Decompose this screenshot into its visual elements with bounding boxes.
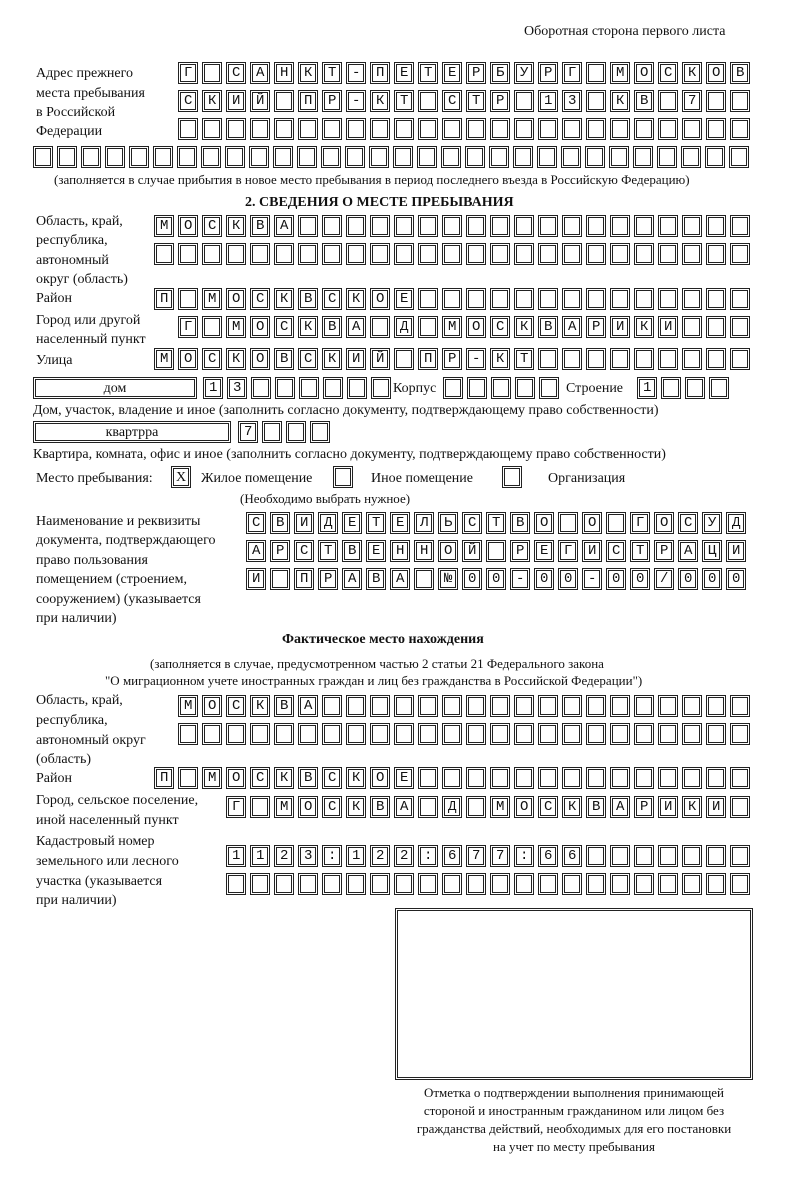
cadastral-label-1: Кадастровый номер: [36, 834, 155, 849]
district-label: Район: [36, 291, 72, 306]
checkbox-organization[interactable]: [502, 466, 522, 488]
house-note: Дом, участок, владение и иное (заполнить согласно документу, подтверждающему право собственности): [33, 403, 659, 418]
actual-region-label-3: автономный округ: [36, 733, 146, 748]
row-value: Г МОСКВА Д МОСКВАРИКИ: [184, 319, 761, 335]
actual-note-2: "О миграционном учете иностранных граждан и лиц без гражданства в Российской Федерации"): [105, 673, 643, 688]
row-value: МОСКОВСКИЙ ПР-КТ: [160, 351, 761, 367]
doc-label-1: Наименование и реквизиты: [36, 514, 201, 529]
row-value: 1: [643, 380, 740, 396]
actual-region-label-2: республика,: [36, 713, 108, 728]
row-value: П МОСКВСКОЕ: [160, 770, 761, 786]
confirmation-stamp-box: [395, 908, 753, 1080]
stamp-note-3: гражданства действий, необходимых для его постановки: [416, 1121, 732, 1136]
stamp-note-2: стороной и иностранным гражданином или лицом без: [423, 1103, 725, 1118]
cadastral-label-3: участка (указывается: [36, 874, 163, 889]
region-label-1: Область, край,: [36, 214, 123, 229]
actual-city-label-2: иной населенный пункт: [36, 813, 179, 828]
region-label-2: республика,: [36, 233, 108, 248]
region-label-3: автономный: [36, 253, 109, 268]
place-label: Место пребывания:: [36, 471, 153, 486]
section2-title: 2. СВЕДЕНИЯ О МЕСТЕ ПРЕБЫВАНИЯ: [245, 195, 514, 210]
flat-type-field[interactable]: квартрра: [33, 421, 231, 443]
city-label-1: Город или другой: [36, 313, 141, 328]
prev-address-label-3: в Российской: [36, 105, 116, 120]
row-value: [443, 377, 569, 399]
flat-note: Квартира, комната, офис и иное (заполнить согласно документу, подтверждающему право собственности): [33, 447, 666, 462]
doc-label-3: право пользования: [36, 553, 148, 568]
actual-region-label-4: (область): [36, 752, 92, 767]
row-value: СКИЙ ПР-КТ СТР 13 КВ 7: [184, 93, 761, 109]
row-value: [178, 723, 760, 745]
cadastral-label-4: при наличии): [36, 893, 117, 908]
actual-title: Фактическое место нахождения: [282, 632, 484, 647]
row-value: СВИДЕТЕЛЬСТВО О ГОСУД: [252, 515, 757, 531]
row-value: АРСТВЕННОЙ РЕГИСТРАЦИ: [252, 543, 757, 559]
actual-city-label-1: Город, сельское поселение,: [36, 793, 199, 808]
checkbox-residential[interactable]: X: [171, 466, 191, 488]
prev-address-label-1: Адрес прежнего: [36, 66, 133, 81]
row-value: МОСКВА: [184, 698, 761, 714]
choose-note: (Необходимо выбрать нужное): [240, 491, 411, 506]
region-label-4: округ (область): [36, 272, 128, 287]
option-other-label: Иное помещение: [371, 471, 473, 486]
row-value: Г МОСКВА Д МОСКВАРИКИ: [232, 799, 761, 815]
house-type-field[interactable]: дом: [33, 377, 197, 399]
row-value: 1123:122:677:66: [232, 848, 761, 864]
doc-label-4: помещением (строением,: [36, 572, 187, 587]
row-value: [226, 873, 760, 895]
doc-label-6: при наличии): [36, 611, 117, 626]
option-organization-label: Организация: [548, 471, 626, 486]
page-header: Оборотная сторона первого листа: [524, 24, 726, 39]
checkbox-other-premises[interactable]: [333, 466, 353, 488]
row-value: Г САНКТ-ПЕТЕРБУРГ МОСКОВ: [184, 65, 761, 81]
street-label: Улица: [36, 353, 73, 368]
row-value: МОСКВА: [160, 218, 761, 234]
actual-district-label: Район: [36, 771, 72, 786]
actual-region-label-1: Область, край,: [36, 693, 123, 708]
city-label-2: населенный пункт: [36, 332, 146, 347]
korpus-label: Корпус: [393, 381, 437, 396]
option-residential-label: Жилое помещение: [201, 471, 313, 486]
row-value: [33, 146, 759, 168]
prev-address-label-2: места пребывания: [36, 86, 145, 101]
row-value: П МОСКВСКОЕ: [160, 291, 761, 307]
row-value: 13: [209, 380, 402, 396]
stamp-note-1: Отметка о подтверждении выполнения принимающей: [423, 1085, 725, 1100]
row-value: И ПРАВА №00-00-00/000: [252, 571, 757, 587]
row-value: [178, 118, 760, 140]
prev-address-note: (заполняется в случае прибытия в новое место пребывания в период последнего въезда в Российскую Федерацию): [54, 172, 690, 187]
stamp-note-4: на учет по месту пребывания: [493, 1139, 655, 1154]
doc-label-5: сооружением) (указывается: [36, 592, 201, 607]
cadastral-label-2: земельного или лесного: [36, 854, 179, 869]
row-value: 7: [244, 424, 341, 440]
row-value: [154, 243, 760, 265]
stroenie-label: Строение: [566, 381, 624, 396]
prev-address-label-4: Федерации: [36, 124, 103, 139]
actual-note-1: (заполняется в случае, предусмотренном частью 2 статьи 21 Федерального закона: [150, 656, 604, 671]
doc-label-2: документа, подтверждающего: [36, 533, 216, 548]
